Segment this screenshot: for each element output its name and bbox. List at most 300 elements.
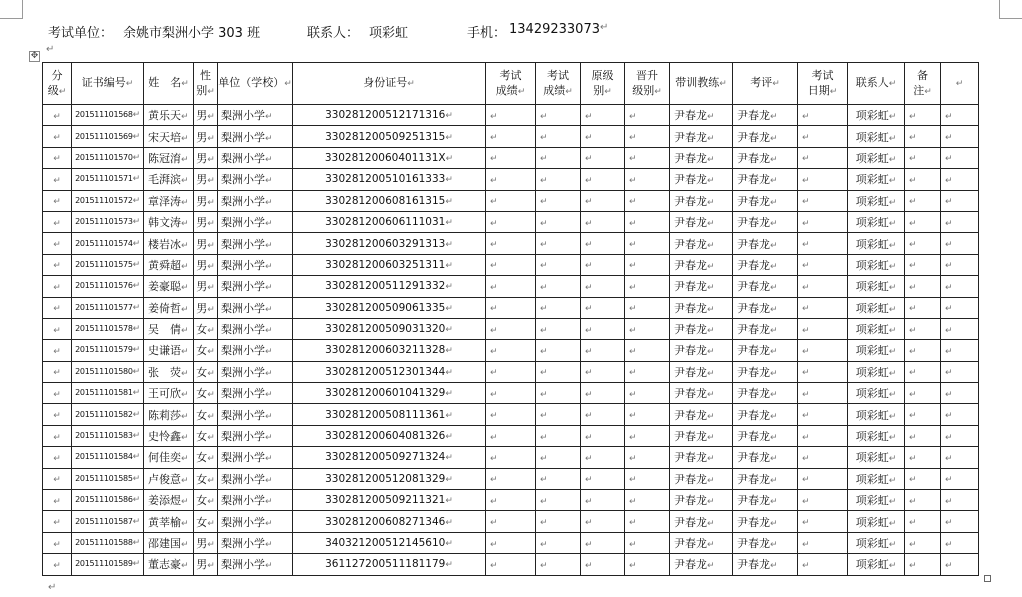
cell-name[interactable] xyxy=(144,468,194,489)
cell-unit[interactable] xyxy=(218,404,293,425)
cell-certificate-number[interactable] xyxy=(72,383,144,404)
cell-gender[interactable] xyxy=(194,554,218,575)
cell-coach[interactable] xyxy=(670,147,733,168)
cell-id-number[interactable] xyxy=(293,361,486,382)
cell-gender[interactable] xyxy=(194,169,218,190)
cell-remark[interactable] xyxy=(905,361,941,382)
cell-id-number[interactable] xyxy=(293,511,486,532)
table-resize-handle[interactable] xyxy=(984,575,991,582)
cell-coach[interactable] xyxy=(670,211,733,232)
cell-promoted-level[interactable] xyxy=(625,254,670,275)
cell-exam-score[interactable] xyxy=(536,447,581,468)
cell-gender[interactable] xyxy=(194,490,218,511)
cell-promoted-level[interactable] xyxy=(625,318,670,339)
cell-exam-date[interactable] xyxy=(798,511,848,532)
cell-original-level[interactable] xyxy=(581,361,625,382)
cell-original-level[interactable] xyxy=(581,532,625,553)
cell-contact[interactable] xyxy=(848,361,905,382)
cell-certificate-number[interactable] xyxy=(72,490,144,511)
cell-extra[interactable] xyxy=(941,126,979,147)
cell-coach[interactable] xyxy=(670,383,733,404)
cell-exam-date[interactable] xyxy=(798,468,848,489)
cell-gender[interactable] xyxy=(194,190,218,211)
cell-gender[interactable] xyxy=(194,105,218,126)
cell-contact[interactable] xyxy=(848,404,905,425)
cell-contact[interactable] xyxy=(848,126,905,147)
cell-gender[interactable] xyxy=(194,532,218,553)
cell-exam-score[interactable] xyxy=(486,554,536,575)
cell-id-number[interactable] xyxy=(293,276,486,297)
cell-exam-score[interactable] xyxy=(536,169,581,190)
cell-unit[interactable] xyxy=(218,147,293,168)
cell-gender[interactable] xyxy=(194,425,218,446)
cell-original-level[interactable] xyxy=(581,511,625,532)
cell-exam-date[interactable] xyxy=(798,425,848,446)
cell-level[interactable] xyxy=(43,361,72,382)
cell-extra[interactable] xyxy=(941,233,979,254)
cell-level[interactable] xyxy=(43,490,72,511)
cell-id-number[interactable] xyxy=(293,340,486,361)
cell-level[interactable] xyxy=(43,254,72,275)
cell-promoted-level[interactable] xyxy=(625,425,670,446)
cell-unit[interactable] xyxy=(218,511,293,532)
cell-remark[interactable] xyxy=(905,340,941,361)
cell-extra[interactable] xyxy=(941,447,979,468)
cell-gender[interactable] xyxy=(194,147,218,168)
cell-unit[interactable] xyxy=(218,532,293,553)
cell-evaluator[interactable] xyxy=(733,105,798,126)
cell-exam-score[interactable] xyxy=(536,383,581,404)
cell-certificate-number[interactable] xyxy=(72,105,144,126)
cell-remark[interactable] xyxy=(905,169,941,190)
cell-original-level[interactable] xyxy=(581,447,625,468)
cell-exam-score[interactable] xyxy=(536,211,581,232)
cell-exam-score[interactable] xyxy=(536,532,581,553)
cell-gender[interactable] xyxy=(194,318,218,339)
cell-original-level[interactable] xyxy=(581,126,625,147)
cell-name[interactable] xyxy=(144,318,194,339)
cell-exam-score[interactable] xyxy=(536,425,581,446)
cell-level[interactable] xyxy=(43,126,72,147)
cell-evaluator[interactable] xyxy=(733,233,798,254)
cell-exam-date[interactable] xyxy=(798,211,848,232)
cell-gender[interactable] xyxy=(194,447,218,468)
cell-coach[interactable] xyxy=(670,425,733,446)
cell-extra[interactable] xyxy=(941,511,979,532)
cell-exam-score[interactable] xyxy=(536,233,581,254)
cell-unit[interactable] xyxy=(218,190,293,211)
cell-name[interactable] xyxy=(144,340,194,361)
cell-unit[interactable] xyxy=(218,297,293,318)
cell-coach[interactable] xyxy=(670,361,733,382)
cell-original-level[interactable] xyxy=(581,383,625,404)
cell-evaluator[interactable] xyxy=(733,147,798,168)
cell-name[interactable] xyxy=(144,490,194,511)
cell-unit[interactable] xyxy=(218,169,293,190)
cell-exam-score[interactable] xyxy=(486,404,536,425)
cell-exam-date[interactable] xyxy=(798,276,848,297)
cell-name[interactable] xyxy=(144,425,194,446)
cell-coach[interactable] xyxy=(670,233,733,254)
cell-certificate-number[interactable] xyxy=(72,425,144,446)
cell-contact[interactable] xyxy=(848,190,905,211)
cell-contact[interactable] xyxy=(848,297,905,318)
cell-extra[interactable] xyxy=(941,211,979,232)
cell-gender[interactable] xyxy=(194,276,218,297)
cell-id-number[interactable] xyxy=(293,211,486,232)
cell-exam-score[interactable] xyxy=(486,254,536,275)
cell-unit[interactable] xyxy=(218,211,293,232)
cell-evaluator[interactable] xyxy=(733,361,798,382)
cell-original-level[interactable] xyxy=(581,297,625,318)
cell-evaluator[interactable] xyxy=(733,404,798,425)
cell-promoted-level[interactable] xyxy=(625,554,670,575)
cell-evaluator[interactable] xyxy=(733,468,798,489)
cell-level[interactable] xyxy=(43,147,72,168)
cell-extra[interactable] xyxy=(941,554,979,575)
cell-contact[interactable] xyxy=(848,554,905,575)
cell-contact[interactable] xyxy=(848,468,905,489)
cell-remark[interactable] xyxy=(905,468,941,489)
cell-exam-score[interactable] xyxy=(486,147,536,168)
cell-promoted-level[interactable] xyxy=(625,340,670,361)
cell-exam-date[interactable] xyxy=(798,126,848,147)
cell-original-level[interactable] xyxy=(581,554,625,575)
cell-contact[interactable] xyxy=(848,147,905,168)
cell-name[interactable] xyxy=(144,532,194,553)
cell-exam-score[interactable] xyxy=(486,318,536,339)
cell-id-number[interactable] xyxy=(293,190,486,211)
cell-gender[interactable] xyxy=(194,211,218,232)
cell-original-level[interactable] xyxy=(581,211,625,232)
cell-exam-score[interactable] xyxy=(486,490,536,511)
cell-promoted-level[interactable] xyxy=(625,147,670,168)
cell-remark[interactable] xyxy=(905,318,941,339)
cell-extra[interactable] xyxy=(941,318,979,339)
cell-unit[interactable] xyxy=(218,318,293,339)
cell-exam-score[interactable] xyxy=(486,532,536,553)
cell-extra[interactable] xyxy=(941,468,979,489)
cell-original-level[interactable] xyxy=(581,318,625,339)
cell-contact[interactable] xyxy=(848,447,905,468)
cell-coach[interactable] xyxy=(670,318,733,339)
cell-extra[interactable] xyxy=(941,297,979,318)
cell-contact[interactable] xyxy=(848,340,905,361)
cell-remark[interactable] xyxy=(905,554,941,575)
cell-extra[interactable] xyxy=(941,490,979,511)
cell-promoted-level[interactable] xyxy=(625,126,670,147)
cell-original-level[interactable] xyxy=(581,404,625,425)
cell-remark[interactable] xyxy=(905,490,941,511)
cell-unit[interactable] xyxy=(218,233,293,254)
cell-level[interactable] xyxy=(43,554,72,575)
cell-promoted-level[interactable] xyxy=(625,297,670,318)
cell-remark[interactable] xyxy=(905,105,941,126)
cell-unit[interactable] xyxy=(218,340,293,361)
cell-exam-score[interactable] xyxy=(486,511,536,532)
cell-exam-date[interactable] xyxy=(798,297,848,318)
cell-promoted-level[interactable] xyxy=(625,468,670,489)
cell-coach[interactable] xyxy=(670,554,733,575)
cell-gender[interactable] xyxy=(194,404,218,425)
cell-evaluator[interactable] xyxy=(733,276,798,297)
cell-certificate-number[interactable] xyxy=(72,297,144,318)
cell-coach[interactable] xyxy=(670,447,733,468)
cell-gender[interactable] xyxy=(194,340,218,361)
cell-remark[interactable] xyxy=(905,532,941,553)
cell-contact[interactable] xyxy=(848,233,905,254)
cell-gender[interactable] xyxy=(194,383,218,404)
cell-extra[interactable] xyxy=(941,340,979,361)
cell-unit[interactable] xyxy=(218,126,293,147)
cell-coach[interactable] xyxy=(670,254,733,275)
cell-promoted-level[interactable] xyxy=(625,233,670,254)
cell-contact[interactable] xyxy=(848,105,905,126)
cell-level[interactable] xyxy=(43,404,72,425)
cell-certificate-number[interactable] xyxy=(72,126,144,147)
cell-remark[interactable] xyxy=(905,425,941,446)
cell-coach[interactable] xyxy=(670,276,733,297)
cell-remark[interactable] xyxy=(905,404,941,425)
cell-unit[interactable] xyxy=(218,425,293,446)
cell-extra[interactable] xyxy=(941,404,979,425)
cell-certificate-number[interactable] xyxy=(72,340,144,361)
cell-unit[interactable] xyxy=(218,468,293,489)
cell-id-number[interactable] xyxy=(293,169,486,190)
cell-certificate-number[interactable] xyxy=(72,554,144,575)
cell-evaluator[interactable] xyxy=(733,126,798,147)
cell-level[interactable] xyxy=(43,532,72,553)
cell-contact[interactable] xyxy=(848,169,905,190)
cell-promoted-level[interactable] xyxy=(625,190,670,211)
cell-extra[interactable] xyxy=(941,190,979,211)
cell-exam-score[interactable] xyxy=(536,190,581,211)
cell-level[interactable] xyxy=(43,511,72,532)
cell-id-number[interactable] xyxy=(293,318,486,339)
cell-gender[interactable] xyxy=(194,233,218,254)
cell-contact[interactable] xyxy=(848,532,905,553)
cell-level[interactable] xyxy=(43,383,72,404)
cell-level[interactable] xyxy=(43,190,72,211)
cell-exam-date[interactable] xyxy=(798,254,848,275)
cell-promoted-level[interactable] xyxy=(625,105,670,126)
cell-remark[interactable] xyxy=(905,211,941,232)
cell-id-number[interactable] xyxy=(293,425,486,446)
cell-exam-score[interactable] xyxy=(486,383,536,404)
cell-coach[interactable] xyxy=(670,404,733,425)
cell-evaluator[interactable] xyxy=(733,383,798,404)
cell-gender[interactable] xyxy=(194,468,218,489)
cell-name[interactable] xyxy=(144,383,194,404)
cell-extra[interactable] xyxy=(941,169,979,190)
cell-extra[interactable] xyxy=(941,147,979,168)
cell-certificate-number[interactable] xyxy=(72,404,144,425)
cell-exam-score[interactable] xyxy=(536,318,581,339)
cell-coach[interactable] xyxy=(670,297,733,318)
cell-level[interactable] xyxy=(43,233,72,254)
cell-gender[interactable] xyxy=(194,511,218,532)
cell-id-number[interactable] xyxy=(293,447,486,468)
cell-id-number[interactable] xyxy=(293,105,486,126)
cell-unit[interactable] xyxy=(218,554,293,575)
cell-remark[interactable] xyxy=(905,126,941,147)
cell-name[interactable] xyxy=(144,233,194,254)
cell-exam-score[interactable] xyxy=(486,425,536,446)
cell-name[interactable] xyxy=(144,361,194,382)
cell-id-number[interactable] xyxy=(293,297,486,318)
cell-contact[interactable] xyxy=(848,254,905,275)
cell-name[interactable] xyxy=(144,511,194,532)
cell-exam-date[interactable] xyxy=(798,554,848,575)
cell-certificate-number[interactable] xyxy=(72,361,144,382)
cell-remark[interactable] xyxy=(905,190,941,211)
cell-contact[interactable] xyxy=(848,383,905,404)
cell-extra[interactable] xyxy=(941,361,979,382)
cell-promoted-level[interactable] xyxy=(625,511,670,532)
cell-exam-score[interactable] xyxy=(536,554,581,575)
cell-remark[interactable] xyxy=(905,147,941,168)
cell-exam-score[interactable] xyxy=(536,105,581,126)
cell-exam-date[interactable] xyxy=(798,447,848,468)
cell-evaluator[interactable] xyxy=(733,190,798,211)
cell-exam-date[interactable] xyxy=(798,318,848,339)
cell-coach[interactable] xyxy=(670,511,733,532)
cell-certificate-number[interactable] xyxy=(72,447,144,468)
cell-contact[interactable] xyxy=(848,211,905,232)
cell-exam-score[interactable] xyxy=(536,276,581,297)
cell-coach[interactable] xyxy=(670,169,733,190)
cell-original-level[interactable] xyxy=(581,254,625,275)
cell-extra[interactable] xyxy=(941,105,979,126)
cell-gender[interactable] xyxy=(194,361,218,382)
cell-certificate-number[interactable] xyxy=(72,211,144,232)
cell-promoted-level[interactable] xyxy=(625,532,670,553)
cell-exam-score[interactable] xyxy=(536,490,581,511)
cell-exam-score[interactable] xyxy=(486,211,536,232)
cell-coach[interactable] xyxy=(670,490,733,511)
cell-evaluator[interactable] xyxy=(733,318,798,339)
cell-certificate-number[interactable] xyxy=(72,468,144,489)
cell-name[interactable] xyxy=(144,404,194,425)
cell-id-number[interactable] xyxy=(293,404,486,425)
cell-level[interactable] xyxy=(43,425,72,446)
cell-coach[interactable] xyxy=(670,105,733,126)
cell-level[interactable] xyxy=(43,447,72,468)
cell-original-level[interactable] xyxy=(581,169,625,190)
cell-unit[interactable] xyxy=(218,276,293,297)
cell-original-level[interactable] xyxy=(581,233,625,254)
cell-exam-score[interactable] xyxy=(486,126,536,147)
cell-exam-score[interactable] xyxy=(486,361,536,382)
cell-name[interactable] xyxy=(144,126,194,147)
cell-exam-date[interactable] xyxy=(798,404,848,425)
table-move-handle-icon[interactable]: ✥ xyxy=(30,51,39,61)
cell-name[interactable] xyxy=(144,554,194,575)
cell-remark[interactable] xyxy=(905,276,941,297)
cell-evaluator[interactable] xyxy=(733,425,798,446)
cell-exam-score[interactable] xyxy=(536,361,581,382)
cell-exam-score[interactable] xyxy=(536,340,581,361)
cell-extra[interactable] xyxy=(941,425,979,446)
cell-exam-score[interactable] xyxy=(536,511,581,532)
cell-promoted-level[interactable] xyxy=(625,404,670,425)
cell-exam-date[interactable] xyxy=(798,147,848,168)
cell-level[interactable] xyxy=(43,468,72,489)
cell-gender[interactable] xyxy=(194,297,218,318)
cell-gender[interactable] xyxy=(194,254,218,275)
cell-original-level[interactable] xyxy=(581,490,625,511)
cell-remark[interactable] xyxy=(905,383,941,404)
cell-exam-score[interactable] xyxy=(536,404,581,425)
cell-promoted-level[interactable] xyxy=(625,276,670,297)
cell-id-number[interactable] xyxy=(293,254,486,275)
cell-evaluator[interactable] xyxy=(733,447,798,468)
cell-exam-score[interactable] xyxy=(486,105,536,126)
cell-certificate-number[interactable] xyxy=(72,318,144,339)
cell-unit[interactable] xyxy=(218,254,293,275)
cell-original-level[interactable] xyxy=(581,425,625,446)
cell-certificate-number[interactable] xyxy=(72,254,144,275)
cell-name[interactable] xyxy=(144,297,194,318)
cell-original-level[interactable] xyxy=(581,468,625,489)
cell-extra[interactable] xyxy=(941,254,979,275)
cell-exam-score[interactable] xyxy=(486,297,536,318)
cell-evaluator[interactable] xyxy=(733,554,798,575)
cell-certificate-number[interactable] xyxy=(72,532,144,553)
cell-original-level[interactable] xyxy=(581,276,625,297)
cell-extra[interactable] xyxy=(941,383,979,404)
cell-exam-date[interactable] xyxy=(798,233,848,254)
cell-coach[interactable] xyxy=(670,340,733,361)
cell-certificate-number[interactable] xyxy=(72,147,144,168)
cell-name[interactable] xyxy=(144,447,194,468)
cell-name[interactable] xyxy=(144,276,194,297)
cell-evaluator[interactable] xyxy=(733,297,798,318)
cell-extra[interactable] xyxy=(941,276,979,297)
cell-unit[interactable] xyxy=(218,447,293,468)
cell-contact[interactable] xyxy=(848,425,905,446)
cell-exam-date[interactable] xyxy=(798,532,848,553)
cell-unit[interactable] xyxy=(218,361,293,382)
cell-id-number[interactable] xyxy=(293,147,486,168)
cell-id-number[interactable] xyxy=(293,468,486,489)
cell-id-number[interactable] xyxy=(293,532,486,553)
cell-coach[interactable] xyxy=(670,532,733,553)
cell-id-number[interactable] xyxy=(293,126,486,147)
cell-exam-score[interactable] xyxy=(486,233,536,254)
cell-exam-score[interactable] xyxy=(486,468,536,489)
cell-evaluator[interactable] xyxy=(733,340,798,361)
cell-level[interactable] xyxy=(43,318,72,339)
cell-certificate-number[interactable] xyxy=(72,511,144,532)
cell-remark[interactable] xyxy=(905,254,941,275)
cell-remark[interactable] xyxy=(905,297,941,318)
cell-gender[interactable] xyxy=(194,126,218,147)
cell-promoted-level[interactable] xyxy=(625,447,670,468)
cell-exam-date[interactable] xyxy=(798,190,848,211)
cell-name[interactable] xyxy=(144,105,194,126)
cell-id-number[interactable] xyxy=(293,383,486,404)
cell-id-number[interactable] xyxy=(293,490,486,511)
cell-exam-score[interactable] xyxy=(486,340,536,361)
cell-exam-score[interactable] xyxy=(536,147,581,168)
cell-exam-score[interactable] xyxy=(486,276,536,297)
cell-evaluator[interactable] xyxy=(733,511,798,532)
cell-name[interactable] xyxy=(144,211,194,232)
cell-evaluator[interactable] xyxy=(733,490,798,511)
cell-promoted-level[interactable] xyxy=(625,169,670,190)
cell-level[interactable] xyxy=(43,297,72,318)
